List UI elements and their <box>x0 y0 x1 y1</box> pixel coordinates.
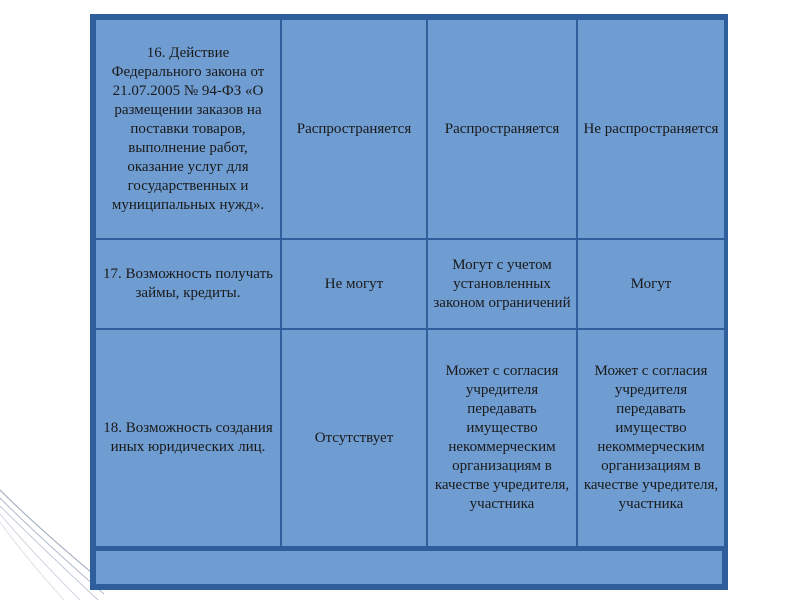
value-cell-col3: Не распространяется <box>578 20 724 238</box>
value-cell-col2: Может с согласия учредителя передавать имущество некоммерческим организациям в качестве учредителя, участника <box>428 330 576 546</box>
value-cell-col1: Не могут <box>282 240 426 328</box>
table-row <box>96 330 724 546</box>
value-cell-col2: Могут с учетом установленных законом ограничений <box>428 240 576 328</box>
empty-footer-row <box>96 551 722 584</box>
criterion-cell: 16. Действие Федерального закона от 21.07.2005 № 94-ФЗ «О размещении заказов на поставки товаров, выполнение работ, оказание услуг для государственных и муниципальных нужд». <box>96 20 280 238</box>
comparison-table <box>90 14 728 590</box>
value-cell-col1: Отсутствует <box>282 330 426 546</box>
comparison-grid <box>94 18 726 548</box>
criterion-cell: 17. Возможность получать займы, кредиты. <box>96 240 280 328</box>
value-cell-col2: Распространяется <box>428 20 576 238</box>
value-cell-col1: Распространяется <box>282 20 426 238</box>
table-row <box>96 240 724 328</box>
criterion-cell: 18. Возможность создания иных юридических лиц. <box>96 330 280 546</box>
value-cell-col3: Могут <box>578 240 724 328</box>
value-cell-col3: Может с согласия учредителя передавать имущество некоммерческим организациям в качестве учредителя, участника <box>578 330 724 546</box>
table-row <box>96 20 724 238</box>
